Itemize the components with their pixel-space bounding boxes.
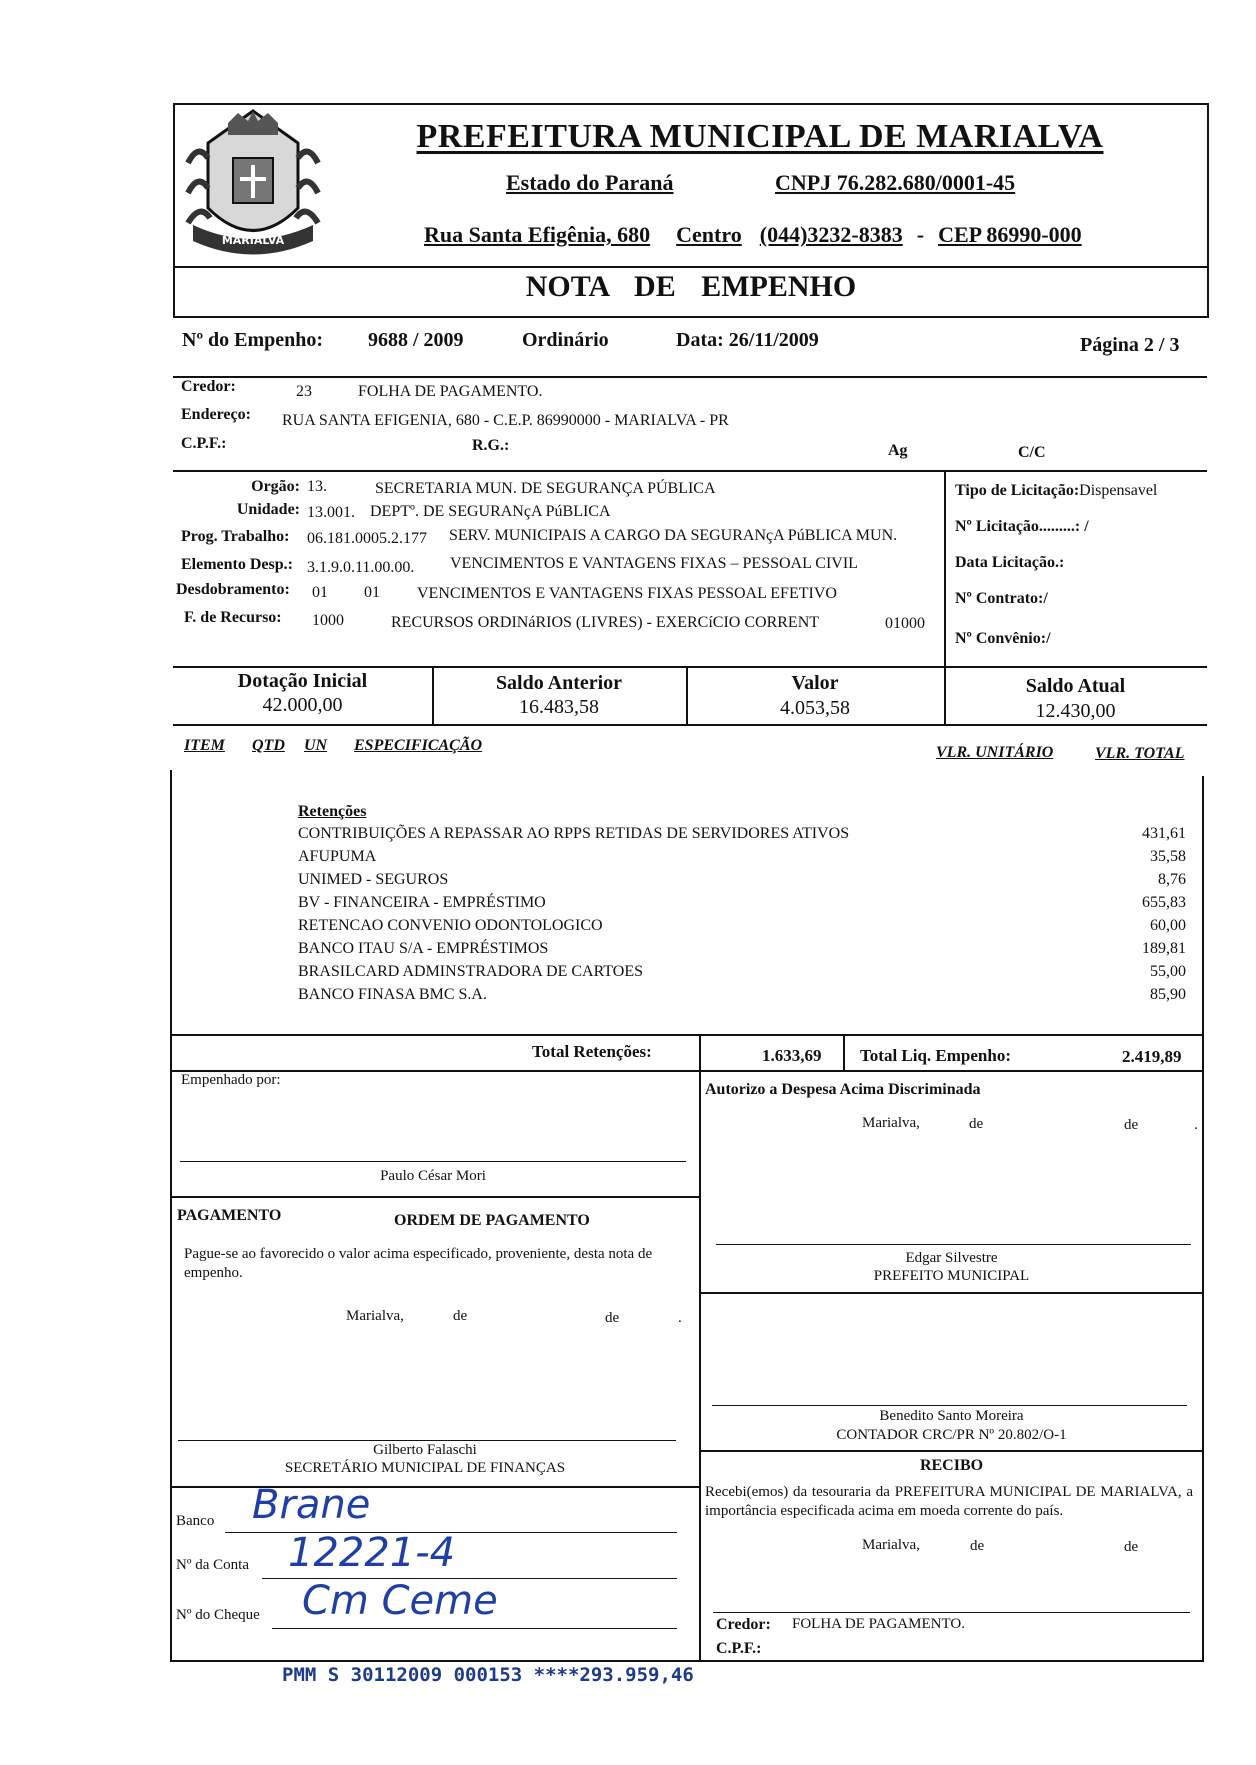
signature-line <box>178 1440 676 1441</box>
list-item: BRASILCARD ADMINSTRADORA DE CARTOES 55,00 <box>298 963 1186 980</box>
header-divider <box>173 266 1209 268</box>
total-liquido-value: 2.419,89 <box>1122 1047 1182 1066</box>
pagamento-city: Marialva, <box>346 1308 404 1324</box>
banco-label: Banco <box>176 1513 215 1529</box>
pagamento-heading: PAGAMENTO <box>177 1207 282 1224</box>
autorizo-heading: Autorizo a Despesa Acima Discriminada <box>705 1081 981 1098</box>
divider <box>699 1450 1204 1452</box>
signature-line <box>713 1612 1190 1613</box>
list-item: BV - FINANCEIRA - EMPRÉSTIMO 655,83 <box>298 894 1186 911</box>
licitacao-type-label: Tipo de Licitação: <box>955 482 1080 499</box>
divider <box>173 724 1207 726</box>
divider-vertical <box>944 470 946 668</box>
recurso-desc: RECURSOS ORDINáRIOS (LIVRES) - EXERCíCIO CORRENT <box>391 614 820 631</box>
divider <box>173 666 1207 668</box>
retencoes-list <box>298 825 1186 1009</box>
divider <box>699 1292 1204 1294</box>
signature-line <box>712 1405 1187 1406</box>
autorizo-de2: de <box>1124 1117 1139 1133</box>
recurso-label: F. de Recurso: <box>184 609 282 626</box>
elemento-code: 3.1.9.0.11.00.00. <box>307 559 415 576</box>
recurso-code: 1000 <box>312 612 344 629</box>
licitacao-number: Nº Licitação.........: / <box>955 518 1089 535</box>
pagamento-dot: . <box>678 1310 682 1326</box>
secretario-title: SECRETÁRIO MUNICIPAL DE FINANÇAS <box>284 1460 566 1476</box>
secretario-name: Gilberto Falaschi <box>373 1442 477 1458</box>
list-item: BANCO FINASA BMC S.A. 85,90 <box>298 986 1186 1003</box>
total-retencoes-value: 1.633,69 <box>762 1046 822 1065</box>
empenho-number: 9688 / 2009 <box>368 329 464 351</box>
divider <box>170 1660 1204 1662</box>
cheque-line <box>272 1628 677 1629</box>
convenio-number: Nº Convênio:/ <box>955 630 1051 647</box>
unidade-code: 13.001. <box>307 504 355 521</box>
licitacao-type <box>955 482 1157 500</box>
licitacao-type-value: Dispensavel <box>1079 482 1158 499</box>
payment-stamp: PMM S 30112009 000153 ****293.959,46 <box>282 1664 694 1686</box>
saldo-atual-label: Saldo Atual <box>1025 675 1126 697</box>
col-vlr-total: VLR. TOTAL <box>1095 745 1185 762</box>
unidade-label: Unidade: <box>236 501 300 518</box>
signature-line <box>180 1161 686 1162</box>
dotacao-inicial-label: Dotação Inicial <box>237 670 368 692</box>
prefeito-title: PREFEITO MUNICIPAL <box>873 1268 1030 1284</box>
credor-code: 23 <box>296 383 312 400</box>
endereco-value: RUA SANTA EFIGENIA, 680 - C.E.P. 86990000 - MARIALVA - PR <box>282 412 729 429</box>
licitacao-date: Data Licitação.: <box>955 554 1065 571</box>
header-state: Estado do Paraná <box>506 170 674 195</box>
elemento-label: Elemento Desp.: <box>181 556 293 573</box>
ordem-pagamento-heading: ORDEM DE PAGAMENTO <box>394 1212 590 1229</box>
divider <box>170 1486 701 1488</box>
desdobramento-code2: 01 <box>364 584 380 601</box>
recurso-code2: 01000 <box>885 615 925 632</box>
dotacao-inicial-value: 42.000,00 <box>262 694 343 716</box>
page-title: PREFEITURA MUNICIPAL DE MARIALVA <box>416 118 1104 155</box>
empenho-date: Data: 26/11/2009 <box>676 329 819 351</box>
divider <box>173 376 1207 378</box>
banco-handwriting: Brane <box>252 1482 371 1528</box>
recibo-de2: de <box>1124 1539 1139 1555</box>
svg-text:MARIALVA: MARIALVA <box>221 234 285 247</box>
pagamento-de2: de <box>605 1310 620 1326</box>
crest-icon <box>178 103 328 263</box>
conta-label: Nº da Conta <box>176 1557 249 1573</box>
valor-label: Valor <box>791 672 839 694</box>
credor-label: Credor: <box>181 378 236 395</box>
header-street: Rua Santa Efigênia, 680 <box>424 222 651 247</box>
valor-value: 4.053,58 <box>780 697 850 719</box>
recibo-text: Recebi(emos) da tesouraria da PREFEITURA MUNICIPAL DE MARIALVA, a importância especificada acima em moeda corrente do país. <box>705 1484 1193 1519</box>
divider-vertical <box>699 1034 701 1662</box>
divider <box>173 470 1207 472</box>
empenho-type: Ordinário <box>522 329 609 351</box>
orgao-label: Orgão: <box>251 478 300 495</box>
contador-title: CONTADOR CRC/PR Nº 20.802/O-1 <box>836 1427 1067 1443</box>
list-item: AFUPUMA 35,58 <box>298 848 1186 865</box>
divider-vertical <box>170 770 172 1660</box>
contrato-number: Nº Contrato:/ <box>955 590 1048 607</box>
desdobramento-desc: VENCIMENTOS E VANTAGENS FIXAS PESSOAL EFETIVO <box>417 585 837 602</box>
header-cep: CEP 86990-000 <box>938 222 1082 247</box>
autorizo-city: Marialva, <box>862 1115 920 1131</box>
cheque-handwriting: Cm Ceme <box>302 1578 498 1624</box>
header-phone: (044)3232-8383 <box>759 222 903 247</box>
doc-title: NOTA DE EMPENHO <box>525 270 857 303</box>
orgao-code: 13. <box>307 478 327 495</box>
saldo-anterior-value: 16.483,58 <box>519 696 599 718</box>
retencoes-title: Retenções <box>298 803 367 820</box>
pague-text: Pague-se ao favorecido o valor acima especificado, proveniente, desta nota de empenho. <box>184 1246 653 1281</box>
col-qtd: QTD <box>252 737 285 754</box>
prog-label: Prog. Trabalho: <box>181 528 290 545</box>
col-un: UN <box>304 737 328 754</box>
endereco-label: Endereço: <box>181 406 251 423</box>
cpf-label: C.P.F.: <box>181 435 227 452</box>
cheque-label: Nº do Cheque <box>176 1607 260 1623</box>
divider <box>170 1034 1204 1036</box>
signature-line <box>716 1244 1191 1245</box>
crest-logo <box>178 103 328 263</box>
page-number: Página 2 / 3 <box>1080 334 1180 356</box>
elemento-desc: VENCIMENTOS E VANTAGENS FIXAS – PESSOAL CIVIL <box>450 555 858 572</box>
recibo-heading: RECIBO <box>919 1457 984 1474</box>
empenhado-name: Paulo César Mori <box>380 1168 486 1184</box>
empenhado-label: Empenhado por: <box>181 1072 281 1088</box>
header-dash: - <box>916 222 925 247</box>
list-item: BANCO ITAU S/A - EMPRÉSTIMOS 189,81 <box>298 940 1186 957</box>
conta-handwriting: 12221-4 <box>288 1530 456 1576</box>
col-especificacao: ESPECIFICAÇÃO <box>354 737 483 754</box>
credor-name: FOLHA DE PAGAMENTO. <box>358 383 543 400</box>
recibo-cpf-label: C.P.F.: <box>716 1640 762 1657</box>
divider <box>170 1070 1204 1072</box>
prog-code: 06.181.0005.2.177 <box>307 530 427 547</box>
divider <box>170 1196 701 1198</box>
autorizo-dot: . <box>1194 1117 1198 1133</box>
autorizo-de1: de <box>969 1116 984 1132</box>
header-district: Centro <box>676 222 742 247</box>
prog-desc: SERV. MUNICIPAIS A CARGO DA SEGURANçA PúBLICA MUN. <box>449 527 898 544</box>
saldo-atual-value: 12.430,00 <box>1035 700 1116 722</box>
ag-label: Ag <box>888 442 908 459</box>
total-liquido-label: Total Liq. Empenho: <box>860 1046 1011 1065</box>
header-address <box>424 222 1124 248</box>
orgao-desc: SECRETARIA MUN. DE SEGURANÇA PÚBLICA <box>375 480 716 497</box>
unidade-desc: DEPTº. DE SEGURANçA PúBLICA <box>370 503 611 520</box>
divider-vertical <box>1202 776 1204 1662</box>
prefeito-name: Edgar Silvestre <box>905 1250 998 1266</box>
list-item: UNIMED - SEGUROS 8,76 <box>298 871 1186 888</box>
recibo-credor-value: FOLHA DE PAGAMENTO. <box>792 1616 965 1632</box>
header-cnpj: CNPJ 76.282.680/0001-45 <box>775 170 1016 195</box>
recibo-credor-label: Credor: <box>716 1616 771 1633</box>
list-item: RETENCAO CONVENIO ODONTOLOGICO 60,00 <box>298 917 1186 934</box>
rg-label: R.G.: <box>472 437 510 454</box>
divider-vertical <box>843 1034 845 1070</box>
saldo-anterior-label: Saldo Anterior <box>495 672 623 694</box>
recibo-de1: de <box>970 1538 985 1554</box>
empenho-number-label: Nº do Empenho: <box>182 329 324 351</box>
col-vlr-unitario: VLR. UNITÁRIO <box>936 744 1054 761</box>
desdobramento-label: Desdobramento: <box>176 581 290 598</box>
total-retencoes-label: Total Retenções: <box>532 1042 652 1061</box>
col-item: ITEM <box>184 737 225 754</box>
cc-label: C/C <box>1018 444 1046 461</box>
contador-name: Benedito Santo Moreira <box>879 1408 1024 1424</box>
pagamento-de1: de <box>453 1308 468 1324</box>
list-item: CONTRIBUIÇÕES A REPASSAR AO RPPS RETIDAS DE SERVIDORES ATIVOS 431,61 <box>298 825 1186 842</box>
recibo-city: Marialva, <box>862 1537 920 1553</box>
desdobramento-code1: 01 <box>312 584 328 601</box>
